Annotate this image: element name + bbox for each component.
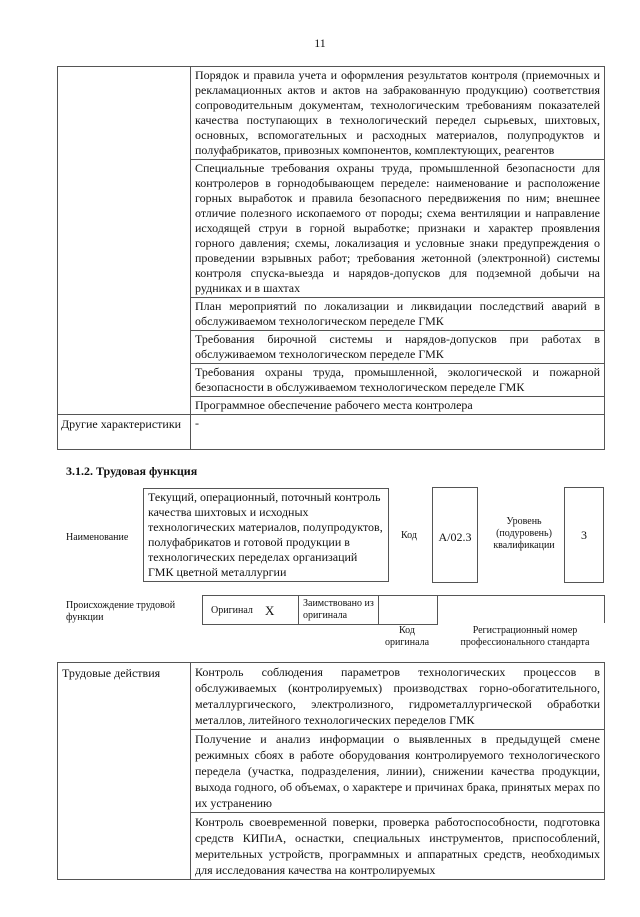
section-title: 3.1.2. Трудовая функция	[66, 464, 198, 478]
borrowed-label: Заимствовано из оригинала	[303, 598, 374, 621]
reg-number-box	[436, 595, 605, 623]
original-mark: X	[265, 603, 275, 618]
table-cell: Получение и анализ информации о выявленных в предыдущей смене режимных сбоях в работе оборудования контролируемого технологического передела (участка, подразделения, линии), снижении качества продукции, выхода годного, об объемах, о характере и причинах брака, принятых мерах по их устранению	[191, 730, 605, 813]
origin-table	[202, 595, 438, 625]
divider	[298, 596, 299, 624]
table-row	[58, 415, 605, 450]
level-label: Уровень (подуровень) квалификации	[493, 516, 555, 551]
knowledge-table	[57, 66, 605, 450]
table-cell: План мероприятий по локализации и ликвидации последствий аварий в обслуживаемом технологическом переделе ГМК	[191, 298, 605, 331]
table-cell: Специальные требования охраны труда, промышленной безопасности для контролеров в горнодобывающем переделе: наименование и расположение горных выработок и правила безопасного передвижения по ним; внешнее отличие полезного ископаемого от породы; схема вентиляции и направление исходящей струи в горной выработке; признаки и характер проявления горного давления; схемы, локализация и условные знаки предупреждения о проведении взрывных работ; требования жетонной (электронной) системы контроля спуска-выезда и нарядов-допусков для подземной добычи на рудниках и в шахтах	[191, 160, 605, 298]
other-characteristics-label: Другие характеристики	[58, 415, 191, 450]
table-cell: Требования бирочной системы и нарядов-допусков при работах в обслуживаемом технологическом переделе ГМК	[191, 331, 605, 364]
other-characteristics-value: -	[191, 415, 605, 450]
table-cell: Программное обеспечение рабочего места контролера	[191, 397, 605, 415]
reg-number-caption: Регистрационный номер профессионального стандарта	[460, 625, 590, 648]
table-cell: Требования охраны труда, промышленной, экологической и пожарной безопасности в обслуживаемом технологическом переделе ГМК	[191, 364, 605, 397]
divider	[378, 596, 379, 624]
function-code: A/02.3	[432, 487, 478, 583]
table-row	[58, 67, 605, 160]
table-cell: Контроль своевременной поверки, проверка работоспособности, подготовка средств КИПиА, оснастки, специальных инструментов, приспособлений, мерительных устройств, программных и аппаратных средств, необходимых для исследования качества на контролируемых	[191, 813, 605, 880]
page-number: 11	[314, 36, 326, 50]
table-cell: Контроль соблюдения параметров технологических процессов в обслуживаемых (контролируемых) производствах горно-обогатительного, металлургического, электролизного, гидрометаллургической обработки металлов, литейного технологических переделов ГМК	[191, 663, 605, 730]
code-original-caption: Код оригинала	[384, 625, 430, 648]
code-label: Код	[401, 530, 417, 541]
labor-actions-label: Трудовые действия	[58, 663, 191, 880]
labor-actions-table	[57, 662, 605, 880]
origin-label: Происхождение трудовой функции	[66, 600, 176, 623]
table-label-cell	[58, 67, 191, 415]
table-cell: Порядок и правила учета и оформления результатов контроля (приемочных и рекламационных актов и актов на забракованную продукцию) соответствия сопроводительным документам, технологическим требованиям показателей качества поступающих в технологический передел сырьевых, шихтовых, основных, вспомогательных и расходных материалов, полупродуктов и полуфабрикатов, привозных компонентов, комплектующих, реагентов	[191, 67, 605, 160]
original-label: Оригинал	[211, 605, 253, 616]
level-value: 3	[564, 487, 604, 583]
table-row	[58, 663, 605, 730]
name-label: Наименование	[66, 532, 129, 543]
function-name: Текущий, операционный, поточный контроль качества шихтовых и исходных технологических материалов, полупродуктов, полуфабрикатов и готовой продукции в технологических переделах организаций ГМК цветной металлургии	[143, 488, 389, 582]
